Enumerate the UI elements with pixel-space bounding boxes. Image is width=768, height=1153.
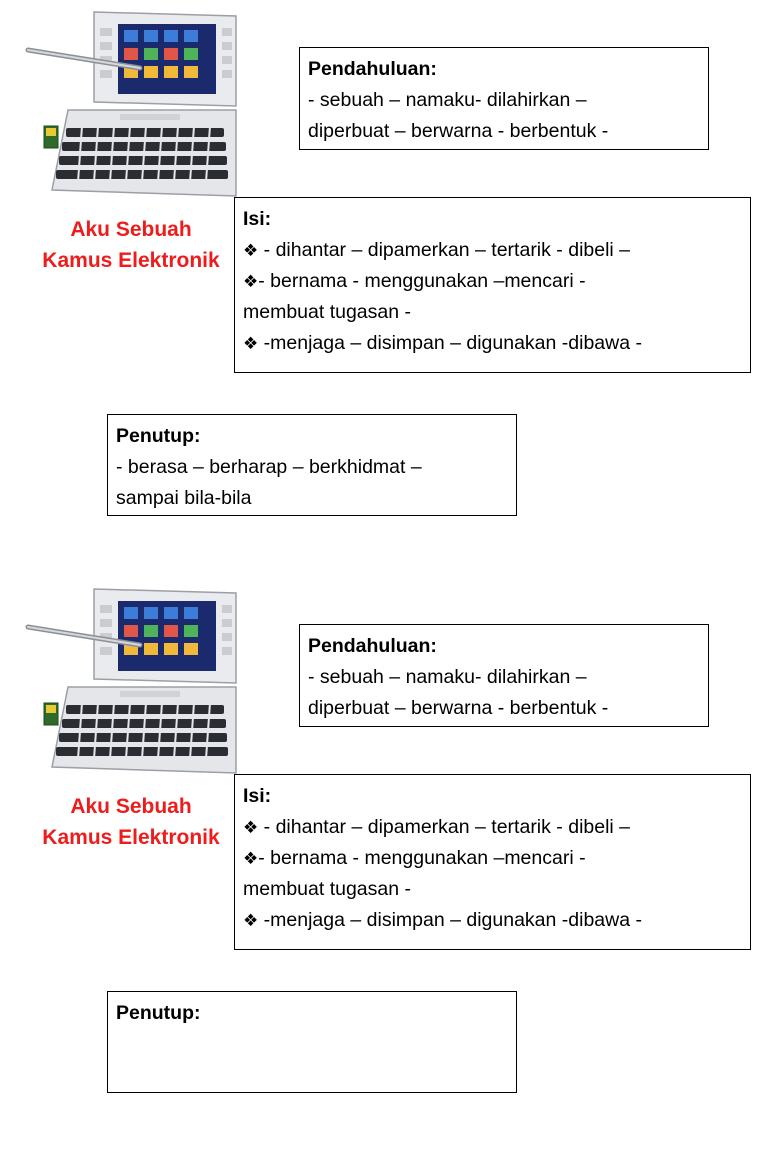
isi-box: [234, 197, 751, 373]
diamond-bullet-icon: ❖: [243, 911, 259, 930]
worksheet-section-2: [0, 577, 768, 1153]
penutup-box: [107, 414, 517, 516]
box-line: ❖ - dihantar – dipamerkan – tertarik - dibeli –: [243, 816, 631, 838]
caption-line: Kamus Elektronik: [42, 249, 220, 272]
box-heading: Pendahuluan:: [308, 635, 437, 657]
box-line: diperbuat – berwarna - berbentuk -: [308, 120, 609, 142]
diamond-bullet-icon: ❖: [243, 272, 259, 291]
box-heading: Penutup:: [116, 1002, 201, 1024]
diamond-bullet-icon: ❖: [243, 849, 259, 868]
pendahuluan-box: [299, 624, 709, 727]
diamond-bullet-icon: ❖: [243, 334, 259, 353]
caption-line: Kamus Elektronik: [42, 826, 220, 849]
diamond-bullet-icon: ❖: [243, 818, 259, 837]
box-line: - sebuah – namaku- dilahirkan –: [308, 89, 587, 111]
box-line: ❖ -menjaga – disimpan – digunakan -dibawa -: [243, 909, 642, 931]
device-caption: [22, 791, 240, 853]
box-line: membuat tugasan -: [243, 301, 412, 323]
box-heading: Penutup:: [116, 425, 201, 447]
box-line: ❖ -menjaga – disimpan – digunakan -dibawa -: [243, 332, 642, 354]
device-caption: [22, 214, 240, 276]
box-line: ❖- bernama - menggunakan –mencari -: [243, 270, 586, 292]
box-line: - berasa – berharap – berkhidmat –: [116, 456, 422, 478]
diamond-bullet-icon: ❖: [243, 241, 259, 260]
box-line: sampai bila-bila: [116, 487, 252, 509]
box-heading: Pendahuluan:: [308, 58, 437, 80]
box-line: membuat tugasan -: [243, 878, 412, 900]
electronic-dictionary-icon: [22, 587, 240, 783]
box-heading: Isi:: [243, 785, 272, 807]
caption-line: Aku Sebuah: [70, 795, 192, 818]
box-line: - sebuah – namaku- dilahirkan –: [308, 666, 587, 688]
caption-line: Aku Sebuah: [70, 218, 192, 241]
electronic-dictionary-icon: [22, 10, 240, 206]
pendahuluan-box: [299, 47, 709, 150]
box-line: diperbuat – berwarna - berbentuk -: [308, 697, 609, 719]
box-line: ❖- bernama - menggunakan –mencari -: [243, 847, 586, 869]
penutup-box: [107, 991, 517, 1093]
worksheet-section-1: [0, 0, 768, 576]
box-heading: Isi:: [243, 208, 272, 230]
isi-box: [234, 774, 751, 950]
box-line: ❖ - dihantar – dipamerkan – tertarik - dibeli –: [243, 239, 631, 261]
